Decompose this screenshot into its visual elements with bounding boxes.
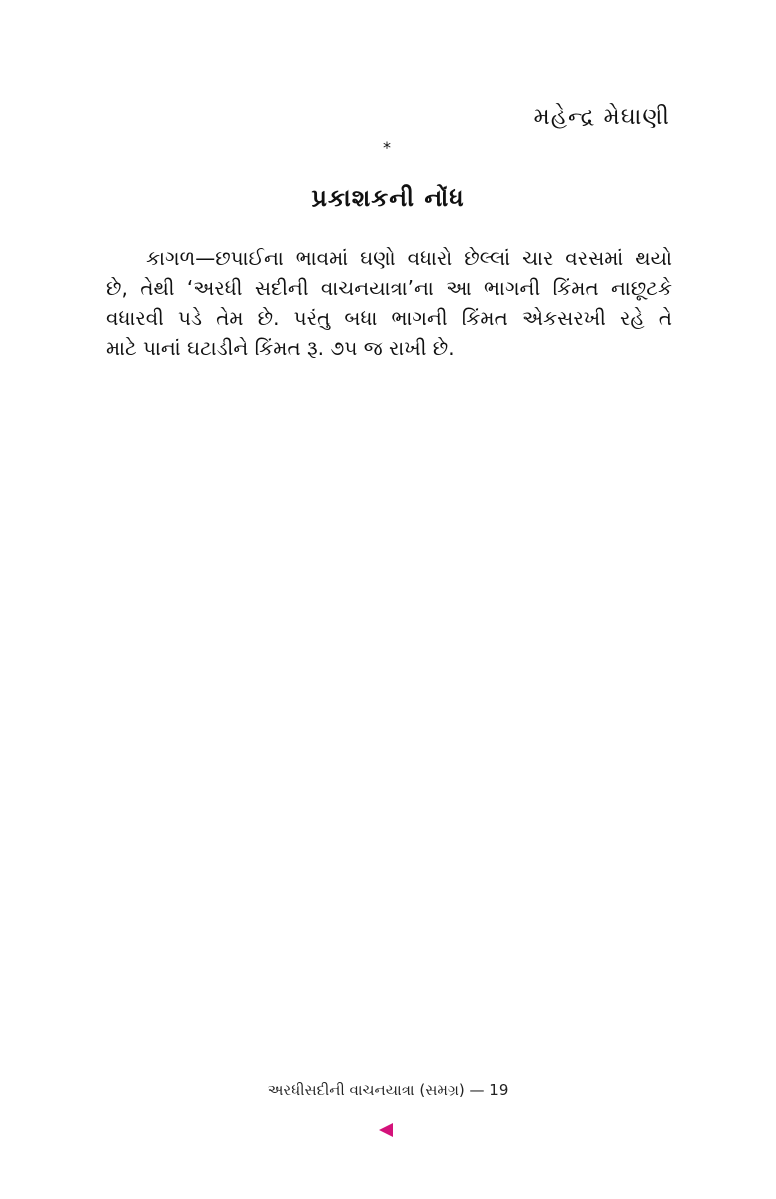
previous-page-arrow-icon[interactable]	[379, 1123, 393, 1137]
separator-asterisk: *	[383, 138, 391, 157]
page-heading: પ્રકાશકની નોંધ	[311, 184, 465, 212]
paragraph-line: વધારવી પડે તેમ છે. પરંતુ બધા ભાગની કિંમત એકસરખી રહે તે	[106, 306, 672, 330]
paragraph-line: કાગળ—છપાઈના ભાવમાં ઘણો વધારો છેલ્લાં ચાર વરસમાં થયો	[146, 246, 672, 270]
paragraph-line: છે, તેથી ‘અરધી સદીની વાચનયાત્રા’ના આ ભાગની કિંમત નાછૂટકે	[106, 276, 672, 300]
paragraph-line: માટે પાનાં ઘટાડીને કિંમત રૂ. ૭૫ જ રાખી છે.	[106, 336, 455, 360]
page-footer: અરધીસદીની વાચનયાત્રા (સમગ્ર) — 19	[267, 1081, 509, 1099]
author-name: મહેન્દ્ર મેઘાણી	[533, 104, 670, 130]
publisher-note-paragraph	[106, 243, 672, 363]
